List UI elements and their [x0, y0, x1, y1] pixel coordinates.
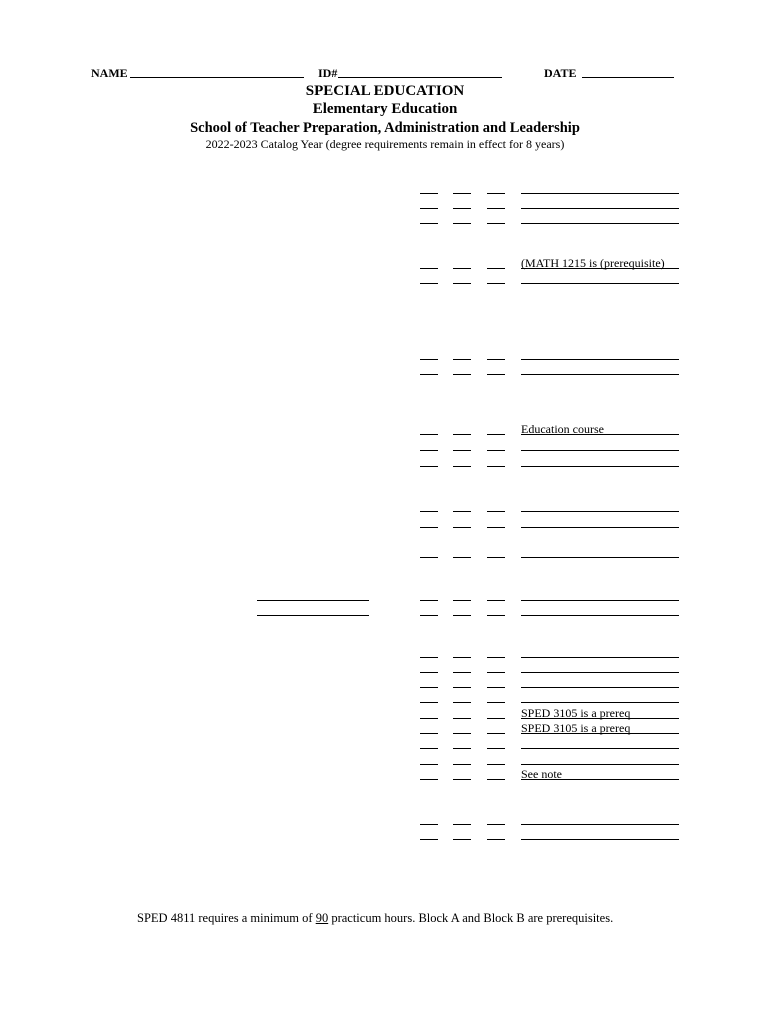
note-line[interactable] — [521, 450, 679, 451]
note-line[interactable] — [521, 764, 679, 765]
semester-blank[interactable] — [453, 193, 471, 194]
semester-blank[interactable] — [453, 208, 471, 209]
course-note: Education course — [521, 422, 604, 436]
grade-blank[interactable] — [420, 839, 438, 840]
semester-blank[interactable] — [453, 615, 471, 616]
course-note: See note — [521, 767, 562, 781]
grade-blank[interactable] — [420, 511, 438, 512]
grade-blank[interactable] — [420, 268, 438, 269]
semester-blank[interactable] — [453, 223, 471, 224]
note-line[interactable] — [521, 657, 679, 658]
term-blank[interactable] — [487, 733, 505, 734]
grade-blank[interactable] — [420, 466, 438, 467]
note-line[interactable] — [521, 268, 679, 269]
note-line[interactable] — [521, 374, 679, 375]
course-note: SPED 3105 is a prereq — [521, 721, 631, 735]
elective-input-line[interactable] — [257, 615, 369, 616]
grade-blank[interactable] — [420, 527, 438, 528]
term-blank[interactable] — [487, 779, 505, 780]
semester-blank[interactable] — [453, 764, 471, 765]
note-line[interactable] — [521, 527, 679, 528]
practicum-note — [137, 911, 613, 925]
semester-blank[interactable] — [453, 557, 471, 558]
term-blank[interactable] — [487, 748, 505, 749]
grade-blank[interactable] — [420, 702, 438, 703]
term-blank[interactable] — [487, 223, 505, 224]
grade-blank[interactable] — [420, 687, 438, 688]
id-field — [318, 66, 337, 80]
semester-blank[interactable] — [453, 434, 471, 435]
document-title: SPECIAL EDUCATION — [305, 83, 465, 99]
note-line[interactable] — [521, 615, 679, 616]
term-blank[interactable] — [487, 434, 505, 435]
term-blank[interactable] — [487, 672, 505, 673]
term-blank[interactable] — [487, 359, 505, 360]
semester-blank[interactable] — [453, 657, 471, 658]
grade-blank[interactable] — [420, 615, 438, 616]
program-title: Elementary Education — [312, 101, 458, 117]
term-blank[interactable] — [487, 600, 505, 601]
grade-blank[interactable] — [420, 450, 438, 451]
term-blank[interactable] — [487, 615, 505, 616]
note-line[interactable] — [521, 600, 679, 601]
grade-blank[interactable] — [420, 223, 438, 224]
note-line[interactable] — [521, 223, 679, 224]
term-blank[interactable] — [487, 718, 505, 719]
grade-blank[interactable] — [420, 374, 438, 375]
grade-blank[interactable] — [420, 657, 438, 658]
grade-blank[interactable] — [420, 718, 438, 719]
semester-blank[interactable] — [453, 374, 471, 375]
date-field — [544, 66, 576, 80]
term-blank[interactable] — [487, 283, 505, 284]
note-line[interactable] — [521, 208, 679, 209]
grade-blank[interactable] — [420, 764, 438, 765]
grade-blank[interactable] — [420, 779, 438, 780]
semester-blank[interactable] — [453, 466, 471, 467]
semester-blank[interactable] — [453, 733, 471, 734]
practicum-hours: 90 — [315, 911, 329, 925]
term-blank[interactable] — [487, 657, 505, 658]
catalog-year: 2022-2023 Catalog Year (degree requirements remain in effect for 8 years) — [205, 137, 565, 151]
note-line[interactable] — [521, 193, 679, 194]
term-blank[interactable] — [487, 687, 505, 688]
date-input-line[interactable] — [582, 77, 674, 78]
note-line[interactable] — [521, 466, 679, 467]
note-line[interactable] — [521, 718, 679, 719]
term-blank[interactable] — [487, 764, 505, 765]
term-blank[interactable] — [487, 839, 505, 840]
note-line[interactable] — [521, 434, 679, 435]
term-blank[interactable] — [487, 527, 505, 528]
note-line[interactable] — [521, 839, 679, 840]
note-line[interactable] — [521, 511, 679, 512]
note-line[interactable] — [521, 779, 679, 780]
semester-blank[interactable] — [453, 839, 471, 840]
name-input-line[interactable] — [130, 77, 304, 78]
practicum-note-pre: SPED 4811 requires a minimum of — [137, 911, 316, 925]
semester-blank[interactable] — [453, 359, 471, 360]
term-blank[interactable] — [487, 268, 505, 269]
course-note: (MATH 1215 is (prerequisite) — [521, 256, 665, 270]
semester-blank[interactable] — [453, 748, 471, 749]
grade-blank[interactable] — [420, 672, 438, 673]
semester-blank[interactable] — [453, 779, 471, 780]
grade-blank[interactable] — [420, 283, 438, 284]
note-line[interactable] — [521, 557, 679, 558]
grade-blank[interactable] — [420, 208, 438, 209]
term-blank[interactable] — [487, 450, 505, 451]
term-blank[interactable] — [487, 374, 505, 375]
term-blank[interactable] — [487, 511, 505, 512]
term-blank[interactable] — [487, 702, 505, 703]
grade-blank[interactable] — [420, 193, 438, 194]
semester-blank[interactable] — [453, 450, 471, 451]
term-blank[interactable] — [487, 208, 505, 209]
term-blank[interactable] — [487, 466, 505, 467]
semester-blank[interactable] — [453, 511, 471, 512]
note-line[interactable] — [521, 687, 679, 688]
school-title: School of Teacher Preparation, Administration and Leadership — [190, 120, 580, 136]
semester-blank[interactable] — [453, 702, 471, 703]
grade-blank[interactable] — [420, 748, 438, 749]
note-line[interactable] — [521, 672, 679, 673]
note-line[interactable] — [521, 733, 679, 734]
term-blank[interactable] — [487, 557, 505, 558]
grade-blank[interactable] — [420, 733, 438, 734]
term-blank[interactable] — [487, 824, 505, 825]
semester-blank[interactable] — [453, 600, 471, 601]
grade-blank[interactable] — [420, 557, 438, 558]
semester-blank[interactable] — [453, 824, 471, 825]
grade-blank[interactable] — [420, 600, 438, 601]
note-line[interactable] — [521, 283, 679, 284]
date-label: DATE — [544, 66, 577, 80]
note-line[interactable] — [521, 702, 679, 703]
grade-blank[interactable] — [420, 824, 438, 825]
semester-blank[interactable] — [453, 672, 471, 673]
note-line[interactable] — [521, 748, 679, 749]
semester-blank[interactable] — [453, 283, 471, 284]
practicum-note-post: practicum hours. Block A and Block B are prerequisites. — [328, 911, 614, 925]
note-line[interactable] — [521, 824, 679, 825]
semester-blank[interactable] — [453, 718, 471, 719]
name-field — [91, 66, 128, 80]
id-input-line[interactable] — [338, 77, 502, 78]
semester-blank[interactable] — [453, 527, 471, 528]
id-label: ID# — [318, 66, 338, 80]
term-blank[interactable] — [487, 193, 505, 194]
semester-blank[interactable] — [453, 268, 471, 269]
semester-blank[interactable] — [453, 687, 471, 688]
grade-blank[interactable] — [420, 434, 438, 435]
course-note: SPED 3105 is a prereq — [521, 706, 631, 720]
name-label: NAME — [91, 66, 128, 80]
elective-input-line[interactable] — [257, 600, 369, 601]
note-line[interactable] — [521, 359, 679, 360]
grade-blank[interactable] — [420, 359, 438, 360]
